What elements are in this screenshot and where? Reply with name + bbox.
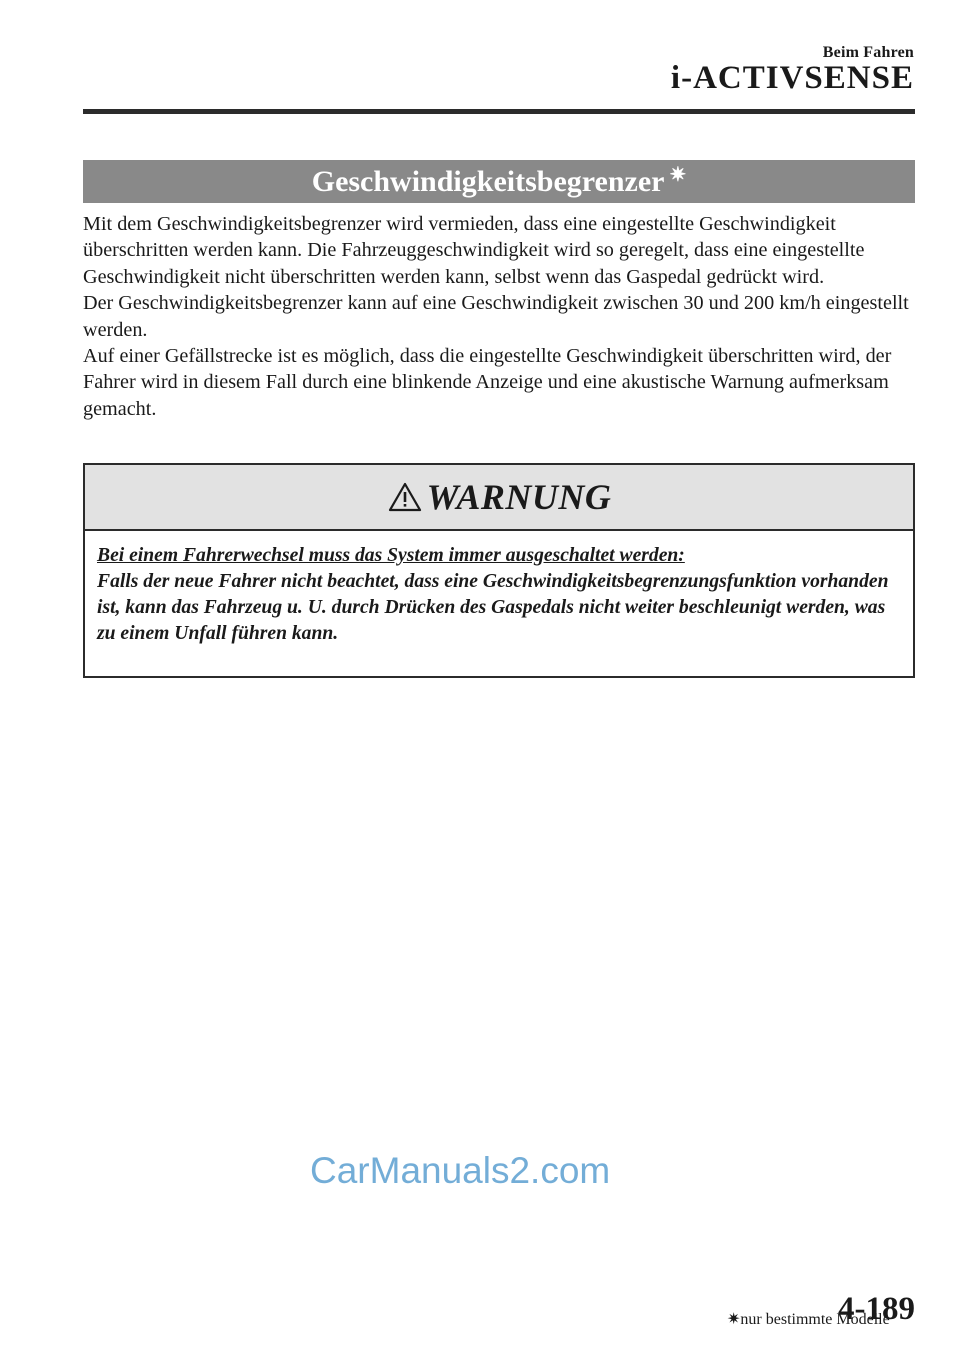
warning-title: WARNUNG	[426, 477, 612, 517]
section-title-bar	[83, 160, 915, 203]
section-header: i-ACTIVSENSE	[670, 60, 914, 96]
warning-header	[85, 465, 913, 531]
optional-feature-marker: ✷	[669, 164, 687, 186]
body-text	[83, 211, 919, 422]
page-number: 4-189	[838, 1291, 915, 1327]
body-paragraph: Mit dem Geschwindigkeitsbegrenzer wird vermieden, dass eine eingestellte Geschwindigkeit überschritten werden kann. Die Fahrzeuggeschwindigkeit wird so geregelt, dass eine eingestellte Geschwindigkeit nicht überschritten werden kann, selbst wenn das Gaspedal gedrückt wird.	[83, 213, 865, 288]
warning-lead: Bei einem Fahrerwechsel muss das System immer ausgeschaltet werden:	[97, 545, 685, 566]
header-rule	[83, 109, 915, 114]
warning-box	[83, 463, 915, 678]
chapter-label: Beim Fahren	[822, 44, 914, 61]
section-title: Geschwindigkeitsbegrenzer	[311, 164, 665, 198]
body-paragraph: Auf einer Gefällstrecke ist es möglich, dass die eingestellte Geschwindigkeit überschritten wird, der Fahrer wird in diesem Fall durch eine blinkende Anzeige und eine akustische Warnung aufmerksam gemacht.	[83, 345, 892, 420]
warning-triangle-icon	[387, 481, 423, 513]
warning-body	[85, 531, 913, 647]
warning-text: Falls der neue Fahrer nicht beachtet, dass eine Geschwindigkeitsbegrenzungsfunktion vorhanden ist, kann das Fahrzeug u. U. durch Drücken des Gaspedals nicht weiter beschleunigt werden, was zu einem Unfall führen kann.	[97, 571, 889, 644]
body-paragraph: Der Geschwindigkeitsbegrenzer kann auf eine Geschwindigkeit zwischen 30 und 200 km/h eingestellt werden.	[83, 292, 909, 341]
watermark: CarManuals2.com	[310, 1150, 611, 1191]
footnote: ✷nur bestimmte Modelle	[727, 1311, 890, 1328]
